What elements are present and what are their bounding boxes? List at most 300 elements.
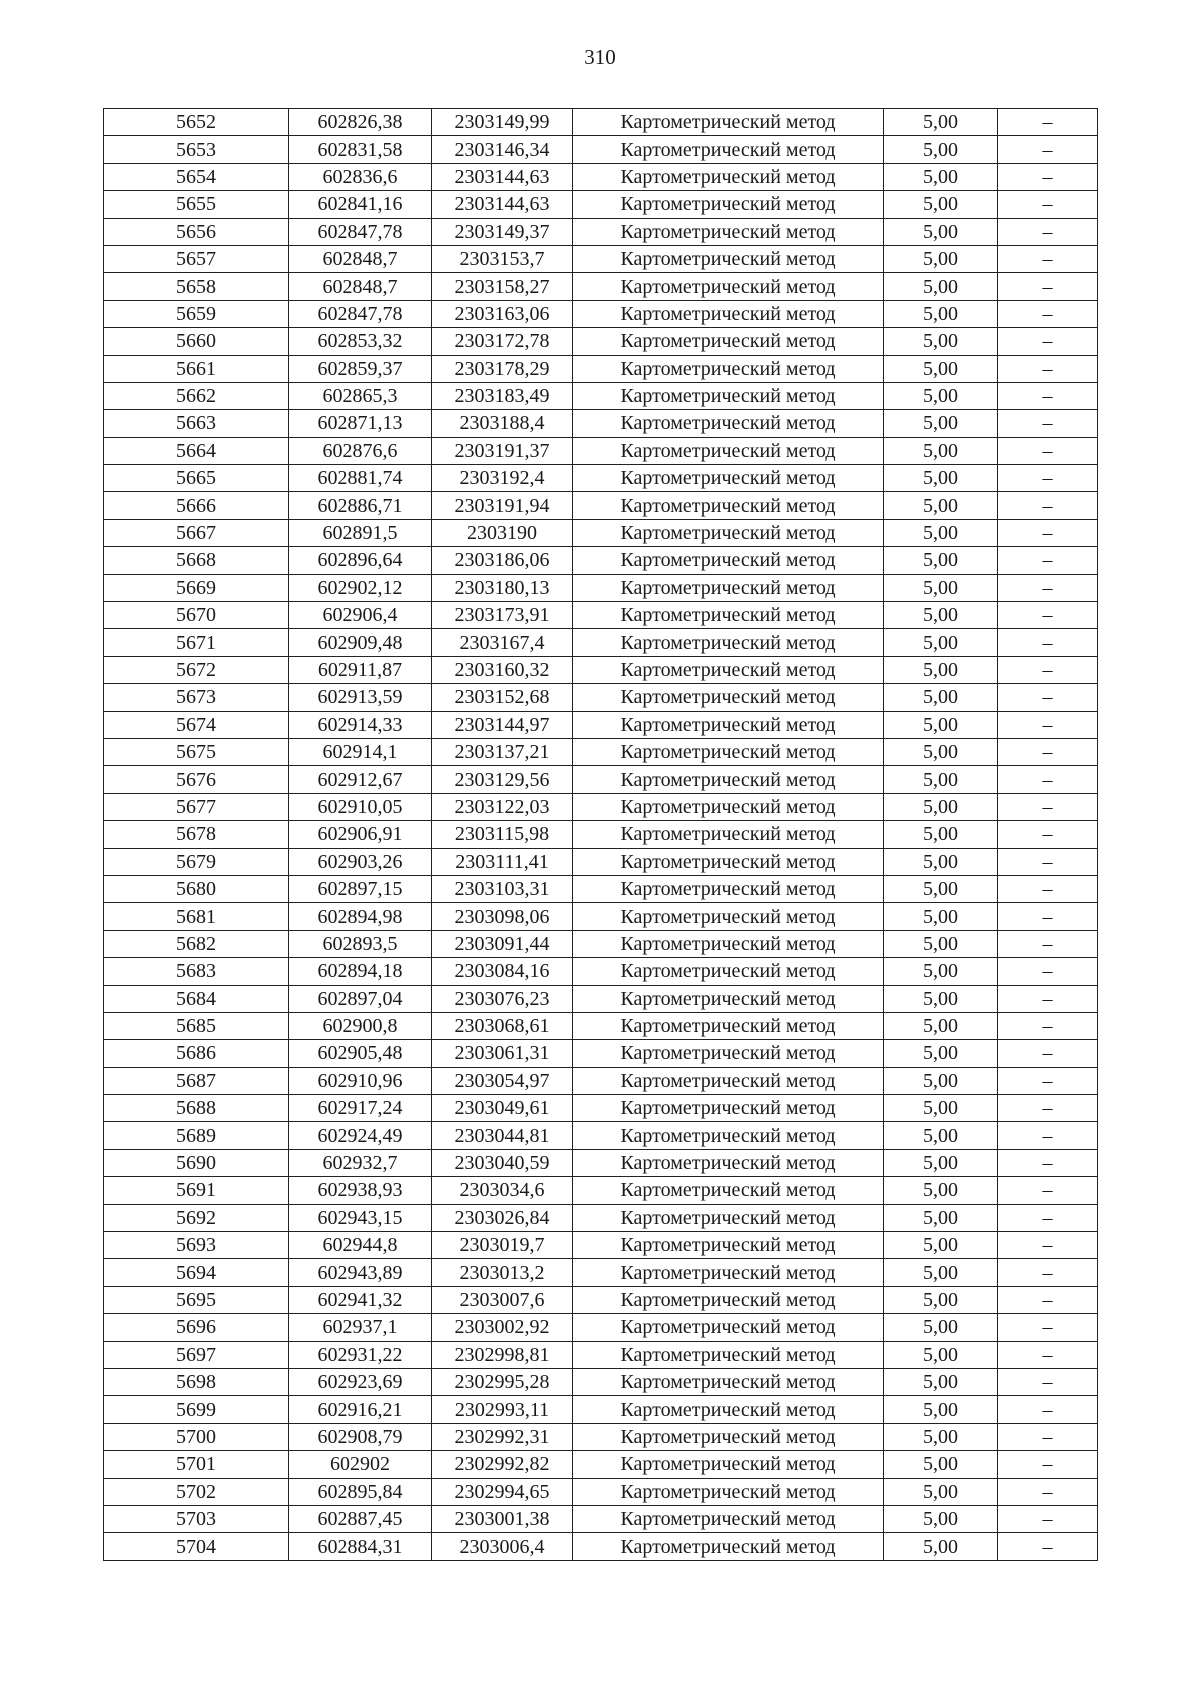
note-cell: –: [998, 793, 1098, 820]
note-cell: –: [998, 547, 1098, 574]
note-cell: –: [998, 1286, 1098, 1313]
point-number-cell: 5677: [104, 793, 289, 820]
method-cell: Картометрический метод: [573, 273, 884, 300]
method-cell: Картометрический метод: [573, 574, 884, 601]
x-coordinate-cell: 602903,26: [289, 848, 432, 875]
y-coordinate-cell: 2303084,16: [432, 958, 573, 985]
point-number-cell: 5675: [104, 738, 289, 765]
y-coordinate-cell: 2303098,06: [432, 903, 573, 930]
method-cell: Картометрический метод: [573, 985, 884, 1012]
y-coordinate-cell: 2303160,32: [432, 656, 573, 683]
x-coordinate-cell: 602906,4: [289, 602, 432, 629]
point-number-cell: 5700: [104, 1423, 289, 1450]
note-cell: –: [998, 1396, 1098, 1423]
point-number-cell: 5668: [104, 547, 289, 574]
accuracy-cell: 5,00: [884, 848, 998, 875]
method-cell: Картометрический метод: [573, 1533, 884, 1560]
note-cell: –: [998, 492, 1098, 519]
point-number-cell: 5663: [104, 410, 289, 437]
note-cell: –: [998, 1478, 1098, 1505]
accuracy-cell: 5,00: [884, 738, 998, 765]
accuracy-cell: 5,00: [884, 273, 998, 300]
x-coordinate-cell: 602847,78: [289, 218, 432, 245]
note-cell: –: [998, 1368, 1098, 1395]
table-row: [104, 492, 1098, 519]
method-cell: Картометрический метод: [573, 793, 884, 820]
accuracy-cell: 5,00: [884, 821, 998, 848]
y-coordinate-cell: 2303191,37: [432, 437, 573, 464]
point-number-cell: 5681: [104, 903, 289, 930]
method-cell: Картометрический метод: [573, 382, 884, 409]
table-row: [104, 985, 1098, 1012]
accuracy-cell: 5,00: [884, 1040, 998, 1067]
x-coordinate-cell: 602916,21: [289, 1396, 432, 1423]
note-cell: –: [998, 1451, 1098, 1478]
table-row: [104, 1451, 1098, 1478]
accuracy-cell: 5,00: [884, 793, 998, 820]
accuracy-cell: 5,00: [884, 1341, 998, 1368]
accuracy-cell: 5,00: [884, 602, 998, 629]
note-cell: –: [998, 1423, 1098, 1450]
x-coordinate-cell: 602897,15: [289, 875, 432, 902]
x-coordinate-cell: 602943,15: [289, 1204, 432, 1231]
table-row: [104, 903, 1098, 930]
method-cell: Картометрический метод: [573, 629, 884, 656]
x-coordinate-cell: 602881,74: [289, 465, 432, 492]
table-row: [104, 1149, 1098, 1176]
y-coordinate-cell: 2302992,31: [432, 1423, 573, 1450]
method-cell: Картометрический метод: [573, 903, 884, 930]
method-cell: Картометрический метод: [573, 875, 884, 902]
y-coordinate-cell: 2303115,98: [432, 821, 573, 848]
table-row: [104, 300, 1098, 327]
method-cell: Картометрический метод: [573, 1095, 884, 1122]
note-cell: –: [998, 1533, 1098, 1560]
table-row: [104, 958, 1098, 985]
y-coordinate-cell: 2303044,81: [432, 1122, 573, 1149]
table-row: [104, 410, 1098, 437]
point-number-cell: 5704: [104, 1533, 289, 1560]
table-row: [104, 1505, 1098, 1532]
table-row: [104, 1314, 1098, 1341]
method-cell: Картометрический метод: [573, 958, 884, 985]
x-coordinate-cell: 602902: [289, 1451, 432, 1478]
coordinates-table: [103, 108, 1098, 1561]
y-coordinate-cell: 2303163,06: [432, 300, 573, 327]
method-cell: Картометрический метод: [573, 1259, 884, 1286]
accuracy-cell: 5,00: [884, 1259, 998, 1286]
point-number-cell: 5678: [104, 821, 289, 848]
table-row: [104, 602, 1098, 629]
y-coordinate-cell: 2302995,28: [432, 1368, 573, 1395]
y-coordinate-cell: 2303137,21: [432, 738, 573, 765]
method-cell: Картометрический метод: [573, 656, 884, 683]
table-row: [104, 355, 1098, 382]
point-number-cell: 5676: [104, 766, 289, 793]
note-cell: –: [998, 136, 1098, 163]
y-coordinate-cell: 2303103,31: [432, 875, 573, 902]
method-cell: Картометрический метод: [573, 136, 884, 163]
accuracy-cell: 5,00: [884, 218, 998, 245]
point-number-cell: 5692: [104, 1204, 289, 1231]
y-coordinate-cell: 2303144,63: [432, 191, 573, 218]
point-number-cell: 5685: [104, 1012, 289, 1039]
x-coordinate-cell: 602900,8: [289, 1012, 432, 1039]
accuracy-cell: 5,00: [884, 300, 998, 327]
point-number-cell: 5670: [104, 602, 289, 629]
method-cell: Картометрический метод: [573, 1177, 884, 1204]
note-cell: –: [998, 218, 1098, 245]
point-number-cell: 5667: [104, 519, 289, 546]
point-number-cell: 5673: [104, 684, 289, 711]
table-row: [104, 930, 1098, 957]
point-number-cell: 5657: [104, 245, 289, 272]
y-coordinate-cell: 2303190: [432, 519, 573, 546]
point-number-cell: 5684: [104, 985, 289, 1012]
accuracy-cell: 5,00: [884, 711, 998, 738]
x-coordinate-cell: 602853,32: [289, 328, 432, 355]
accuracy-cell: 5,00: [884, 766, 998, 793]
note-cell: –: [998, 1232, 1098, 1259]
note-cell: –: [998, 1012, 1098, 1039]
x-coordinate-cell: 602894,18: [289, 958, 432, 985]
method-cell: Картометрический метод: [573, 355, 884, 382]
x-coordinate-cell: 602887,45: [289, 1505, 432, 1532]
x-coordinate-cell: 602894,98: [289, 903, 432, 930]
y-coordinate-cell: 2303146,34: [432, 136, 573, 163]
accuracy-cell: 5,00: [884, 875, 998, 902]
y-coordinate-cell: 2303186,06: [432, 547, 573, 574]
y-coordinate-cell: 2302998,81: [432, 1341, 573, 1368]
y-coordinate-cell: 2303192,4: [432, 465, 573, 492]
y-coordinate-cell: 2302993,11: [432, 1396, 573, 1423]
note-cell: –: [998, 574, 1098, 601]
accuracy-cell: 5,00: [884, 1177, 998, 1204]
point-number-cell: 5652: [104, 109, 289, 136]
note-cell: –: [998, 273, 1098, 300]
y-coordinate-cell: 2303180,13: [432, 574, 573, 601]
point-number-cell: 5654: [104, 163, 289, 190]
accuracy-cell: 5,00: [884, 1478, 998, 1505]
table-row: [104, 245, 1098, 272]
point-number-cell: 5688: [104, 1095, 289, 1122]
accuracy-cell: 5,00: [884, 355, 998, 382]
accuracy-cell: 5,00: [884, 410, 998, 437]
method-cell: Картометрический метод: [573, 492, 884, 519]
table-row: [104, 711, 1098, 738]
table-row: [104, 656, 1098, 683]
accuracy-cell: 5,00: [884, 492, 998, 519]
accuracy-cell: 5,00: [884, 684, 998, 711]
note-cell: –: [998, 985, 1098, 1012]
note-cell: –: [998, 1122, 1098, 1149]
method-cell: Картометрический метод: [573, 465, 884, 492]
point-number-cell: 5658: [104, 273, 289, 300]
point-number-cell: 5691: [104, 1177, 289, 1204]
table-row: [104, 574, 1098, 601]
accuracy-cell: 5,00: [884, 1396, 998, 1423]
table-row: [104, 1368, 1098, 1395]
x-coordinate-cell: 602871,13: [289, 410, 432, 437]
table-row: [104, 136, 1098, 163]
note-cell: –: [998, 1040, 1098, 1067]
table-row: [104, 738, 1098, 765]
x-coordinate-cell: 602932,7: [289, 1149, 432, 1176]
method-cell: Картометрический метод: [573, 163, 884, 190]
note-cell: –: [998, 711, 1098, 738]
y-coordinate-cell: 2303149,37: [432, 218, 573, 245]
table-row: [104, 821, 1098, 848]
method-cell: Картометрический метод: [573, 547, 884, 574]
y-coordinate-cell: 2303061,31: [432, 1040, 573, 1067]
note-cell: –: [998, 848, 1098, 875]
point-number-cell: 5662: [104, 382, 289, 409]
method-cell: Картометрический метод: [573, 1451, 884, 1478]
method-cell: Картометрический метод: [573, 684, 884, 711]
point-number-cell: 5659: [104, 300, 289, 327]
table-row: [104, 1478, 1098, 1505]
accuracy-cell: 5,00: [884, 163, 998, 190]
x-coordinate-cell: 602847,78: [289, 300, 432, 327]
y-coordinate-cell: 2303144,97: [432, 711, 573, 738]
method-cell: Картометрический метод: [573, 437, 884, 464]
x-coordinate-cell: 602944,8: [289, 1232, 432, 1259]
method-cell: Картометрический метод: [573, 410, 884, 437]
x-coordinate-cell: 602910,96: [289, 1067, 432, 1094]
y-coordinate-cell: 2303152,68: [432, 684, 573, 711]
x-coordinate-cell: 602891,5: [289, 519, 432, 546]
note-cell: –: [998, 930, 1098, 957]
y-coordinate-cell: 2303172,78: [432, 328, 573, 355]
table-row: [104, 163, 1098, 190]
note-cell: –: [998, 328, 1098, 355]
note-cell: –: [998, 821, 1098, 848]
note-cell: –: [998, 1259, 1098, 1286]
accuracy-cell: 5,00: [884, 930, 998, 957]
table-row: [104, 766, 1098, 793]
table-row: [104, 848, 1098, 875]
accuracy-cell: 5,00: [884, 574, 998, 601]
method-cell: Картометрический метод: [573, 711, 884, 738]
table-row: [104, 273, 1098, 300]
x-coordinate-cell: 602924,49: [289, 1122, 432, 1149]
x-coordinate-cell: 602914,33: [289, 711, 432, 738]
note-cell: –: [998, 355, 1098, 382]
table-row: [104, 465, 1098, 492]
accuracy-cell: 5,00: [884, 1149, 998, 1176]
y-coordinate-cell: 2303013,2: [432, 1259, 573, 1286]
note-cell: –: [998, 903, 1098, 930]
x-coordinate-cell: 602931,22: [289, 1341, 432, 1368]
x-coordinate-cell: 602908,79: [289, 1423, 432, 1450]
method-cell: Картометрический метод: [573, 1341, 884, 1368]
y-coordinate-cell: 2303040,59: [432, 1149, 573, 1176]
point-number-cell: 5653: [104, 136, 289, 163]
point-number-cell: 5701: [104, 1451, 289, 1478]
y-coordinate-cell: 2303002,92: [432, 1314, 573, 1341]
point-number-cell: 5660: [104, 328, 289, 355]
x-coordinate-cell: 602909,48: [289, 629, 432, 656]
x-coordinate-cell: 602906,91: [289, 821, 432, 848]
point-number-cell: 5671: [104, 629, 289, 656]
accuracy-cell: 5,00: [884, 109, 998, 136]
note-cell: –: [998, 1177, 1098, 1204]
method-cell: Картометрический метод: [573, 1423, 884, 1450]
y-coordinate-cell: 2303006,4: [432, 1533, 573, 1560]
method-cell: Картометрический метод: [573, 602, 884, 629]
note-cell: –: [998, 382, 1098, 409]
table-row: [104, 1232, 1098, 1259]
y-coordinate-cell: 2303026,84: [432, 1204, 573, 1231]
table-row: [104, 793, 1098, 820]
accuracy-cell: 5,00: [884, 958, 998, 985]
table-row: [104, 1122, 1098, 1149]
y-coordinate-cell: 2303034,6: [432, 1177, 573, 1204]
y-coordinate-cell: 2303001,38: [432, 1505, 573, 1532]
x-coordinate-cell: 602859,37: [289, 355, 432, 382]
x-coordinate-cell: 602826,38: [289, 109, 432, 136]
table-row: [104, 875, 1098, 902]
method-cell: Картометрический метод: [573, 1314, 884, 1341]
point-number-cell: 5698: [104, 1368, 289, 1395]
y-coordinate-cell: 2303054,97: [432, 1067, 573, 1094]
method-cell: Картометрический метод: [573, 1478, 884, 1505]
method-cell: Картометрический метод: [573, 300, 884, 327]
point-number-cell: 5695: [104, 1286, 289, 1313]
point-number-cell: 5680: [104, 875, 289, 902]
point-number-cell: 5686: [104, 1040, 289, 1067]
method-cell: Картометрический метод: [573, 328, 884, 355]
table-row: [104, 1259, 1098, 1286]
method-cell: Картометрический метод: [573, 1368, 884, 1395]
y-coordinate-cell: 2303188,4: [432, 410, 573, 437]
table-row: [104, 1286, 1098, 1313]
point-number-cell: 5672: [104, 656, 289, 683]
note-cell: –: [998, 245, 1098, 272]
y-coordinate-cell: 2303111,41: [432, 848, 573, 875]
y-coordinate-cell: 2302994,65: [432, 1478, 573, 1505]
accuracy-cell: 5,00: [884, 1314, 998, 1341]
method-cell: Картометрический метод: [573, 848, 884, 875]
x-coordinate-cell: 602865,3: [289, 382, 432, 409]
y-coordinate-cell: 2303158,27: [432, 273, 573, 300]
point-number-cell: 5687: [104, 1067, 289, 1094]
x-coordinate-cell: 602937,1: [289, 1314, 432, 1341]
method-cell: Картометрический метод: [573, 930, 884, 957]
method-cell: Картометрический метод: [573, 821, 884, 848]
note-cell: –: [998, 684, 1098, 711]
method-cell: Картометрический метод: [573, 218, 884, 245]
table-row: [104, 547, 1098, 574]
y-coordinate-cell: 2303167,4: [432, 629, 573, 656]
method-cell: Картометрический метод: [573, 1122, 884, 1149]
accuracy-cell: 5,00: [884, 1286, 998, 1313]
x-coordinate-cell: 602848,7: [289, 273, 432, 300]
accuracy-cell: 5,00: [884, 547, 998, 574]
y-coordinate-cell: 2303153,7: [432, 245, 573, 272]
x-coordinate-cell: 602912,67: [289, 766, 432, 793]
note-cell: –: [998, 191, 1098, 218]
table-row: [104, 382, 1098, 409]
x-coordinate-cell: 602941,32: [289, 1286, 432, 1313]
x-coordinate-cell: 602902,12: [289, 574, 432, 601]
x-coordinate-cell: 602884,31: [289, 1533, 432, 1560]
y-coordinate-cell: 2303049,61: [432, 1095, 573, 1122]
accuracy-cell: 5,00: [884, 903, 998, 930]
method-cell: Картометрический метод: [573, 1040, 884, 1067]
x-coordinate-cell: 602911,87: [289, 656, 432, 683]
x-coordinate-cell: 602896,64: [289, 547, 432, 574]
x-coordinate-cell: 602914,1: [289, 738, 432, 765]
accuracy-cell: 5,00: [884, 136, 998, 163]
accuracy-cell: 5,00: [884, 1095, 998, 1122]
point-number-cell: 5666: [104, 492, 289, 519]
note-cell: –: [998, 1149, 1098, 1176]
method-cell: Картометрический метод: [573, 1396, 884, 1423]
method-cell: Картометрический метод: [573, 1012, 884, 1039]
y-coordinate-cell: 2303007,6: [432, 1286, 573, 1313]
x-coordinate-cell: 602876,6: [289, 437, 432, 464]
x-coordinate-cell: 602897,04: [289, 985, 432, 1012]
accuracy-cell: 5,00: [884, 519, 998, 546]
point-number-cell: 5674: [104, 711, 289, 738]
accuracy-cell: 5,00: [884, 437, 998, 464]
y-coordinate-cell: 2303122,03: [432, 793, 573, 820]
point-number-cell: 5689: [104, 1122, 289, 1149]
table-row: [104, 1040, 1098, 1067]
y-coordinate-cell: 2303191,94: [432, 492, 573, 519]
table-row: [104, 1204, 1098, 1231]
method-cell: Картометрический метод: [573, 191, 884, 218]
table-row: [104, 109, 1098, 136]
method-cell: Картометрический метод: [573, 1505, 884, 1532]
table-row: [104, 1067, 1098, 1094]
table-row: [104, 1533, 1098, 1560]
accuracy-cell: 5,00: [884, 1012, 998, 1039]
point-number-cell: 5656: [104, 218, 289, 245]
accuracy-cell: 5,00: [884, 1204, 998, 1231]
note-cell: –: [998, 1067, 1098, 1094]
accuracy-cell: 5,00: [884, 1505, 998, 1532]
point-number-cell: 5655: [104, 191, 289, 218]
table-row: [104, 191, 1098, 218]
accuracy-cell: 5,00: [884, 985, 998, 1012]
method-cell: Картометрический метод: [573, 766, 884, 793]
note-cell: –: [998, 163, 1098, 190]
point-number-cell: 5669: [104, 574, 289, 601]
x-coordinate-cell: 602848,7: [289, 245, 432, 272]
x-coordinate-cell: 602917,24: [289, 1095, 432, 1122]
note-cell: –: [998, 656, 1098, 683]
page-number: 310: [584, 45, 616, 69]
accuracy-cell: 5,00: [884, 1232, 998, 1259]
y-coordinate-cell: 2303068,61: [432, 1012, 573, 1039]
point-number-cell: 5665: [104, 465, 289, 492]
table-row: [104, 1423, 1098, 1450]
table-row: [104, 629, 1098, 656]
y-coordinate-cell: 2303091,44: [432, 930, 573, 957]
accuracy-cell: 5,00: [884, 245, 998, 272]
note-cell: –: [998, 766, 1098, 793]
method-cell: Картометрический метод: [573, 1204, 884, 1231]
x-coordinate-cell: 602831,58: [289, 136, 432, 163]
note-cell: –: [998, 1341, 1098, 1368]
method-cell: Картометрический метод: [573, 738, 884, 765]
point-number-cell: 5696: [104, 1314, 289, 1341]
x-coordinate-cell: 602841,16: [289, 191, 432, 218]
note-cell: –: [998, 602, 1098, 629]
y-coordinate-cell: 2303076,23: [432, 985, 573, 1012]
